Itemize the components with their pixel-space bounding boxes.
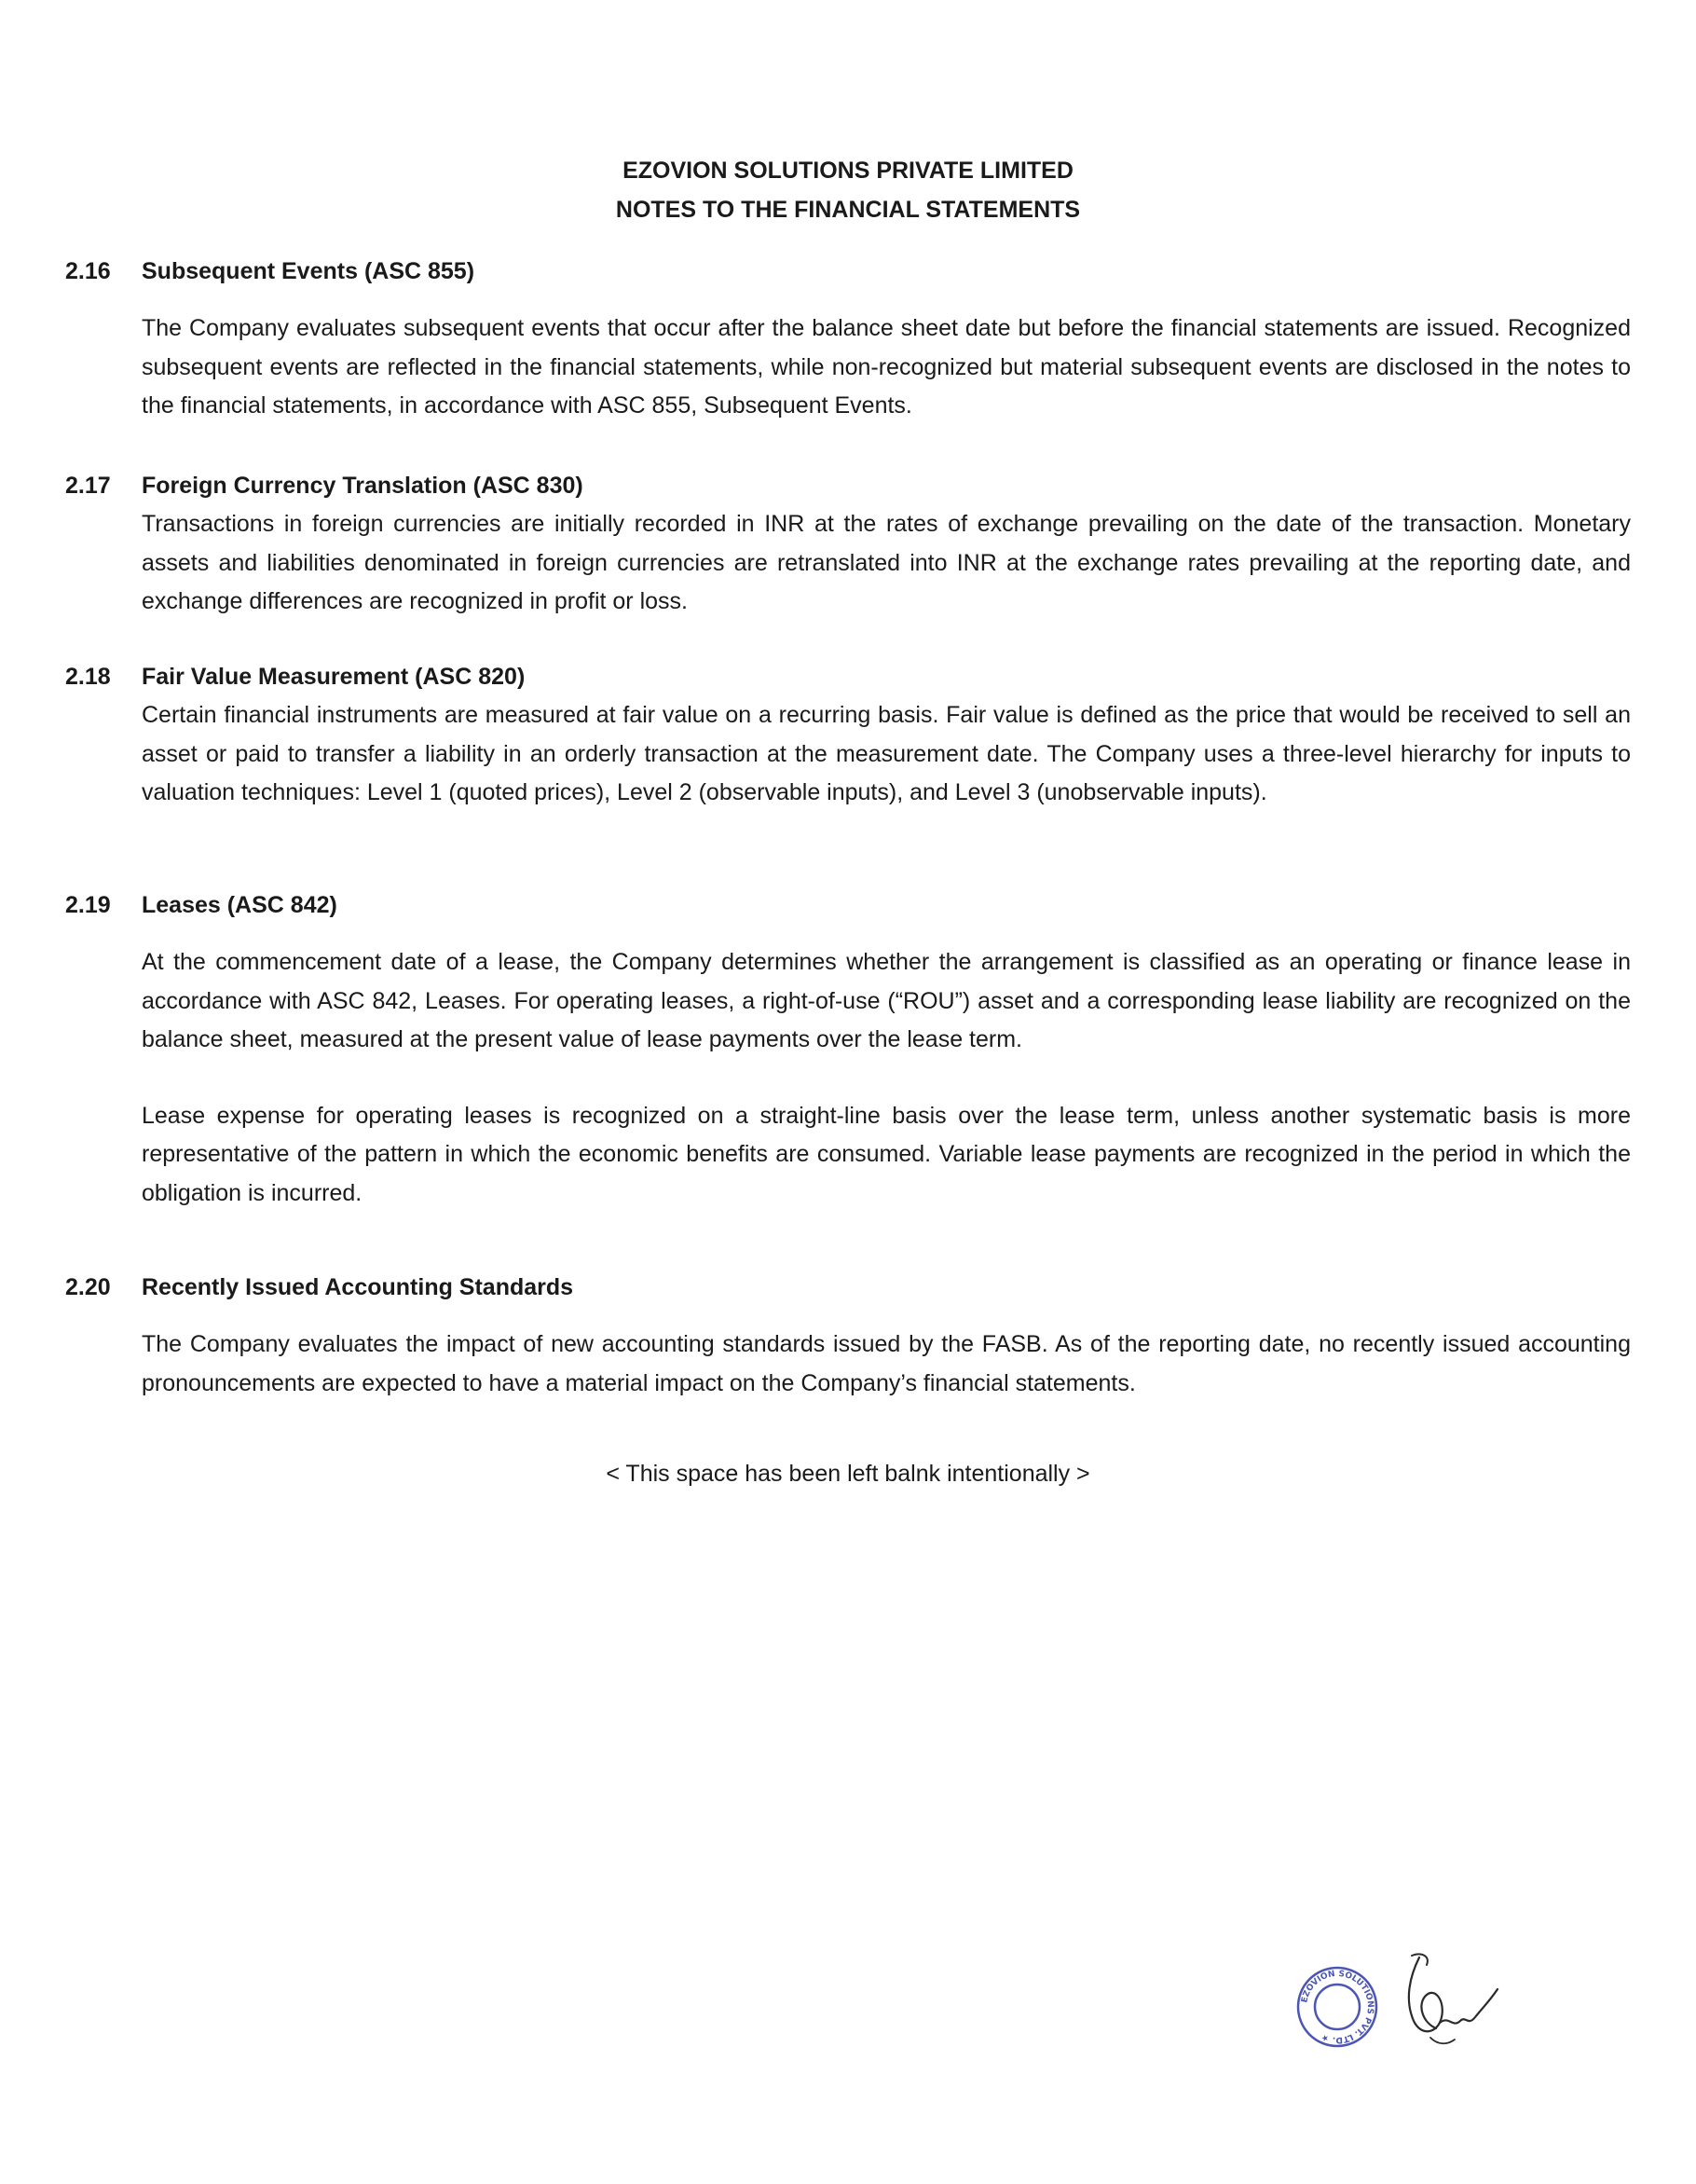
section-accounting-standards <box>65 1268 1631 1403</box>
svg-text:EZOVION SOLUTIONS PVT. LTD. ★: EZOVION SOLUTIONS PVT. LTD. ★ <box>1300 1969 1375 2045</box>
section-number: 2.19 <box>65 892 111 918</box>
section-title: Fair Value Measurement (ASC 820) <box>142 664 526 690</box>
section-paragraph: The Company evaluates the impact of new accounting standards issued by the FASB. As of the reporting date, no recently issued accounting pronouncements are expected to have a material impact on the Company’s financial statements. <box>142 1331 1631 1396</box>
section-subsequent-events <box>65 252 1631 426</box>
section-fair-value <box>65 657 1631 813</box>
section-heading <box>65 252 1631 291</box>
section-number: 2.16 <box>65 258 111 284</box>
section-title: Subsequent Events (ASC 855) <box>142 258 475 284</box>
section-foreign-currency <box>65 466 1631 622</box>
section-leases <box>65 886 1631 1213</box>
document-header <box>0 151 1696 229</box>
blank-space-note: < This space has been left balnk intentionally > <box>606 1461 1090 1487</box>
section-title: Recently Issued Accounting Standards <box>142 1274 574 1300</box>
section-paragraph: At the commencement date of a lease, the Company determines whether the arrangement is classified as an operating or finance lease in accordance with ASC 842, Leases. For operating leases, a right-of-use (“ROU”) asset and a corresponding lease liability are recognized on the balance sheet, measured at the present value of lease payments over the lease term. <box>142 949 1631 1052</box>
section-number: 2.18 <box>65 664 111 690</box>
company-name: EZOVION SOLUTIONS PRIVATE LIMITED <box>622 158 1074 184</box>
section-heading <box>65 1268 1631 1307</box>
section-title: Leases (ASC 842) <box>142 892 337 918</box>
section-paragraph: Lease expense for operating leases is recognized on a straight-line basis over the lease term, unless another systematic basis is more representative of the pattern in which the economic benefits are consumed. Variable lease payments are recognized in the period in which the obligation is incurred. <box>142 1102 1631 1206</box>
section-title: Foreign Currency Translation (ASC 830) <box>142 473 583 499</box>
document-title: NOTES TO THE FINANCIAL STATEMENTS <box>615 197 1081 223</box>
section-number: 2.17 <box>65 473 111 499</box>
section-heading <box>65 466 1631 505</box>
section-number: 2.20 <box>65 1274 111 1300</box>
signature-icon <box>1393 1948 1505 2060</box>
company-stamp-icon <box>1295 1965 1379 2049</box>
section-heading <box>65 886 1631 925</box>
section-paragraph: Transactions in foreign currencies are initially recorded in INR at the rates of exchange prevailing on the date of the transaction. Monetary assets and liabilities denominated in foreign currencies are retranslated into INR at the exchange rates prevailing at the reporting date, and exchange differences are recognized in profit or loss. <box>142 511 1631 614</box>
section-paragraph: Certain financial instruments are measured at fair value on a recurring basis. Fair value is defined as the price that would be received to sell an asset or paid to transfer a liability in an orderly transaction at the measurement date. The Company uses a three-level hierarchy for inputs to valuation techniques: Level 1 (quoted prices), Level 2 (observable inputs), and Level 3 (unobservable inputs). <box>142 702 1631 805</box>
section-paragraph: The Company evaluates subsequent events that occur after the balance sheet date but before the financial statements are issued. Recognized subsequent events are reflected in the financial statements, while non-recognized but material subsequent events are disclosed in the notes to the financial statements, in accordance with ASC 855, Subsequent Events. <box>142 315 1631 419</box>
section-heading <box>65 657 1631 696</box>
